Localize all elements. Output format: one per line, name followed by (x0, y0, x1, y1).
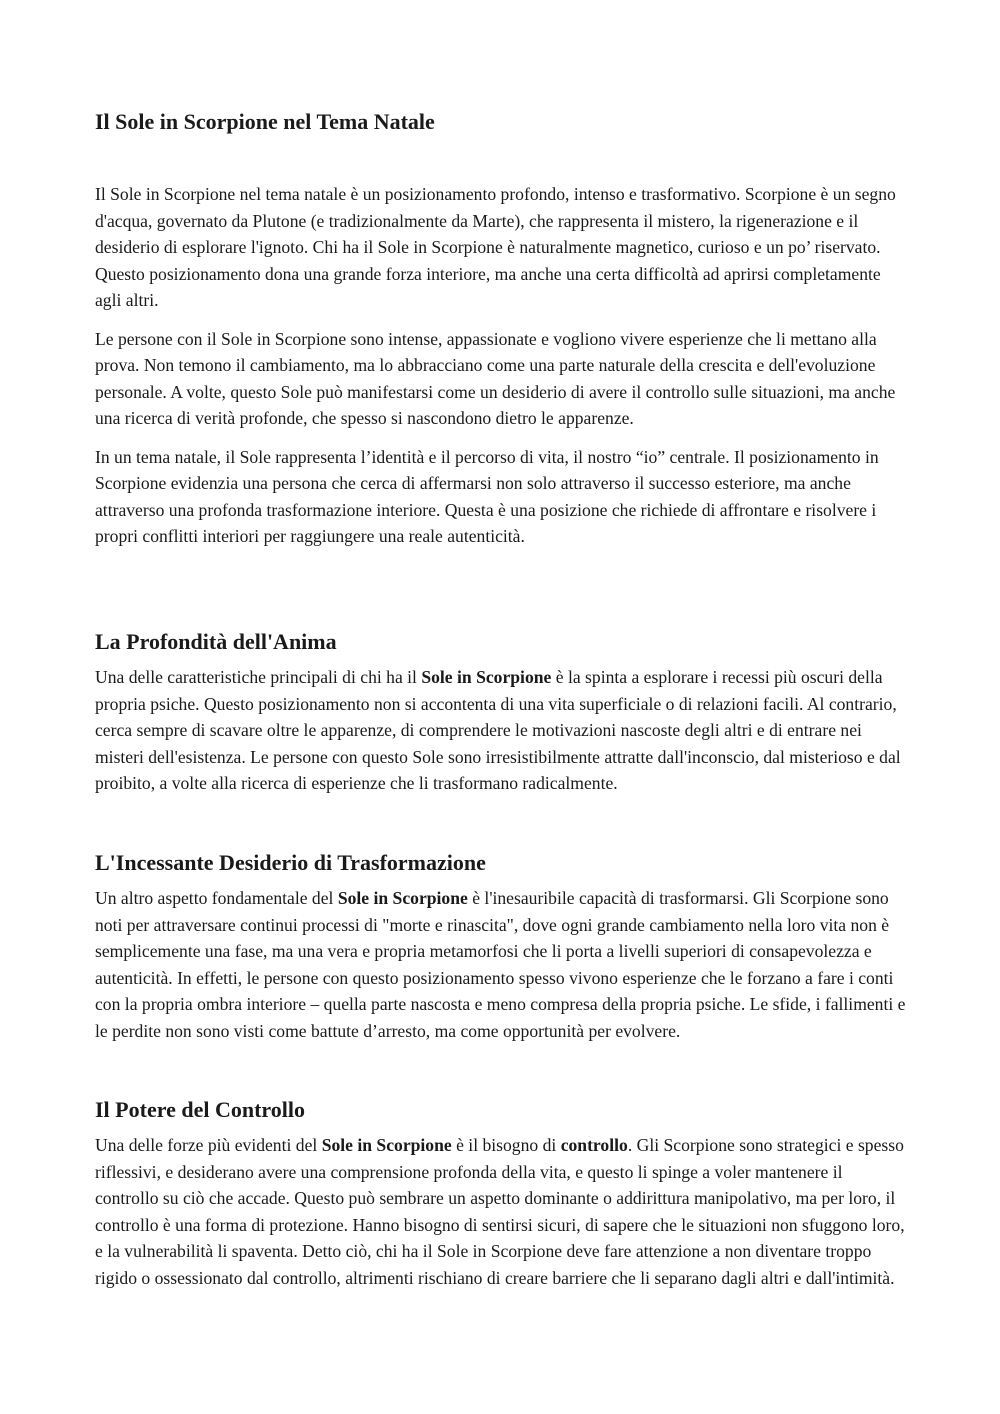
text-run: è l'inesauribile capacità di trasformarsi. Gli Scorpione sono noti per attraversare continui processi di "morte e rinascita", dove ogni grande cambiamento nella loro vita non è semplicemente una fase, ma una vera e propria metamorfosi che li porta a livelli superiori di consapevolezza e autenticità. In effetti, le persone con questo posizionamento spesso vivono esperienze che le forzano a fare i conti con la propria ombra interiore – quella parte nascosta e meno compresa della propria psiche. Le sfide, i fallimenti e le perdite non sono visti come battute d’arresto, ma come opportunità per evolvere. (95, 888, 906, 1041)
section-heading: Il Potere del Controllo (95, 1097, 305, 1122)
text-run: Una delle forze più evidenti del (95, 1135, 322, 1155)
text-run: è il bisogno di (451, 1135, 561, 1155)
text-run: Un altro aspetto fondamentale del (95, 888, 338, 908)
section-controllo (95, 1096, 910, 1291)
section-trasformazione (95, 849, 910, 1044)
text-run: Una delle caratteristiche principali di chi ha il (95, 667, 422, 687)
text-run: . Gli Scorpione sono strategici e spesso riflessivi, e desiderano avere una comprensione profonda della vita, e questo li spinge a voler mantenere il controllo su ciò che accade. Questo può sembrare un aspetto dominante o addirittura manipolativo, ma per loro, il controllo è una forma di protezione. Hanno bisogno di sentirsi sicuri, di sapere che le situazioni non sfuggono loro, e la vulnerabilità li spaventa. Detto ciò, chi ha il Sole in Scorpione deve fare attenzione a non diventare troppo rigido o ossessionato dal controllo, altrimenti rischiano di creare barriere che li separano dagli altri e dall'intimità. (95, 1135, 905, 1288)
bold-text: Sole in Scorpione (421, 667, 552, 687)
document-title: Il Sole in Scorpione nel Tema Natale (95, 109, 435, 134)
text-run: è la spinta a esplorare i recessi più oscuri della propria psiche. Questo posizionamento non si accontenta di una vita superficiale o di relazioni facili. Al contrario, cerca sempre di scavare oltre le apparenze, di comprendere le motivazioni nascoste degli altri e di entrare nei misteri dell'esistenza. Le persone con questo Sole sono irresistibilmente attratte dall'inconscio, dal misterioso e dal proibito, a volte alla ricerca di esperienze che li trasformano radicalmente. (95, 667, 901, 793)
section-paragraph (95, 664, 910, 797)
intro-paragraph-2: Le persone con il Sole in Scorpione sono intense, appassionate e vogliono vivere esperienze che li mettano alla prova. Non temono il cambiamento, ma lo abbracciano come una parte naturale della crescita e dell'evoluzione personale. A volte, questo Sole può manifestarsi come un desiderio di avere il controllo sulle situazioni, ma anche una ricerca di verità profonde, che spesso si nascondono dietro le apparenze. (95, 328, 896, 428)
intro-paragraph-1: Il Sole in Scorpione nel tema natale è un posizionamento profondo, intenso e trasformativo. Scorpione è un segno d'acqua, governato da Plutone (e tradizionalmente da Marte), che rappresenta il mistero, la rigenerazione e il desiderio di esplorare l'ignoto. Chi ha il Sole in Scorpione è naturalmente magnetico, curioso e un po’ riservato. Questo posizionamento dona una grande forza interiore, ma anche una certa difficoltà ad aprirsi completamente agli altri. (95, 184, 896, 310)
bold-text: controllo (560, 1135, 628, 1155)
section-paragraph (95, 885, 910, 1044)
intro-block (95, 181, 910, 550)
section-heading: La Profondità dell'Anima (95, 629, 337, 654)
section-heading: L'Incessante Desiderio di Trasformazione (95, 850, 486, 875)
bold-text: Sole in Scorpione (337, 888, 468, 908)
intro-paragraph-3: In un tema natale, il Sole rappresenta l’identità e il percorso di vita, il nostro “io” centrale. Il posizionamento in Scorpione evidenzia una persona che cerca di affermarsi non solo attraverso il successo esteriore, ma anche attraverso una profonda trasformazione interiore. Questa è una posizione che richiede di affrontare e risolvere i propri conflitti interiori per raggiungere una reale autenticità. (95, 446, 879, 546)
bold-text: Sole in Scorpione (321, 1135, 452, 1155)
section-paragraph (95, 1132, 910, 1291)
section-profondita (95, 628, 910, 797)
